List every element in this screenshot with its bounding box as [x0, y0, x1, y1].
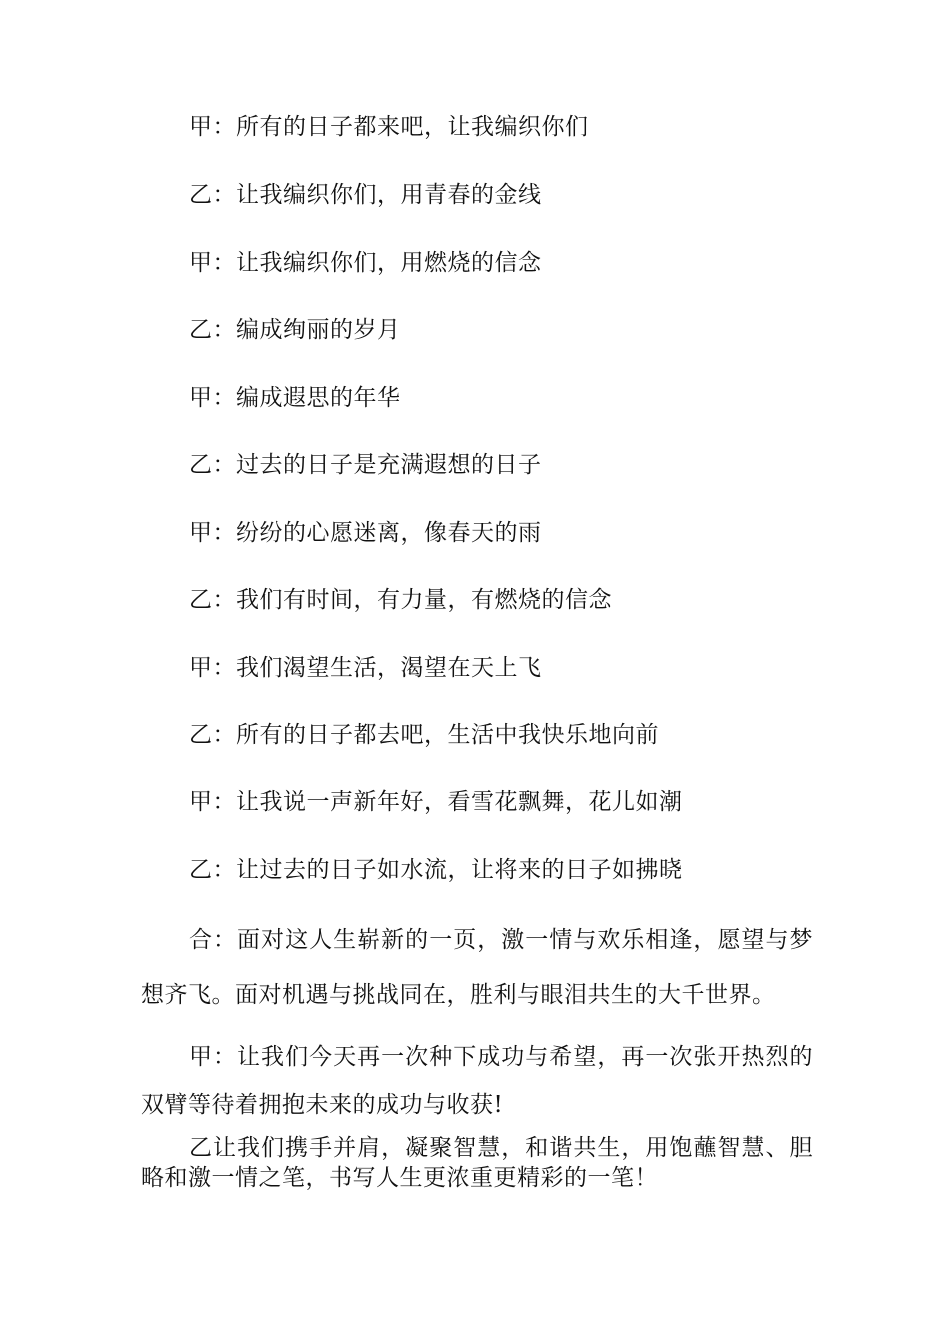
dialogue-line: 甲：我们渴望生活，渴望在天上飞 [189, 655, 542, 681]
dialogue-line: 乙：让我编织你们，用青春的金线 [189, 182, 542, 208]
closing-paragraph-jia: 甲：让我们今天再一次种下成功与希望，再一次张开热烈的双臂等待着拥抱未来的成功与收获! [141, 1044, 813, 1118]
dialogue-line: 甲：编成遐思的年华 [189, 385, 401, 411]
dialogue-line: 甲：纷纷的心愿迷离，像春天的雨 [189, 520, 542, 546]
dialogue-line: 乙：所有的日子都去吧，生活中我快乐地向前 [189, 722, 659, 748]
closing-paragraph-chorus: 合：面对这人生崭新的一页，激一情与欢乐相逢，愿望与梦想齐飞。面对机遇与挑战同在，胜利与眼泪共生的大千世界。 [141, 927, 813, 1008]
dialogue-line: 乙：编成绚丽的岁月 [189, 317, 401, 343]
dialogue-line: 甲：让我编织你们，用燃烧的信念 [189, 250, 542, 276]
dialogue-line: 乙：让过去的日子如水流，让将来的日子如拂晓 [189, 857, 683, 883]
dialogue-line: 乙：我们有时间，有力量，有燃烧的信念 [189, 587, 612, 613]
dialogue-line: 乙：过去的日子是充满遐想的日子 [189, 452, 542, 478]
dialogue-line: 甲：让我说一声新年好，看雪花飘舞，花儿如潮 [189, 789, 683, 815]
dialogue-line: 甲：所有的日子都来吧，让我编织你们 [189, 114, 589, 140]
closing-paragraph-yi: 乙让我们携手并肩，凝聚智慧，和谐共生，用饱蘸智慧、胆略和激一情之笔，书写人生更浓重更精彩的一笔！ [141, 1135, 813, 1191]
